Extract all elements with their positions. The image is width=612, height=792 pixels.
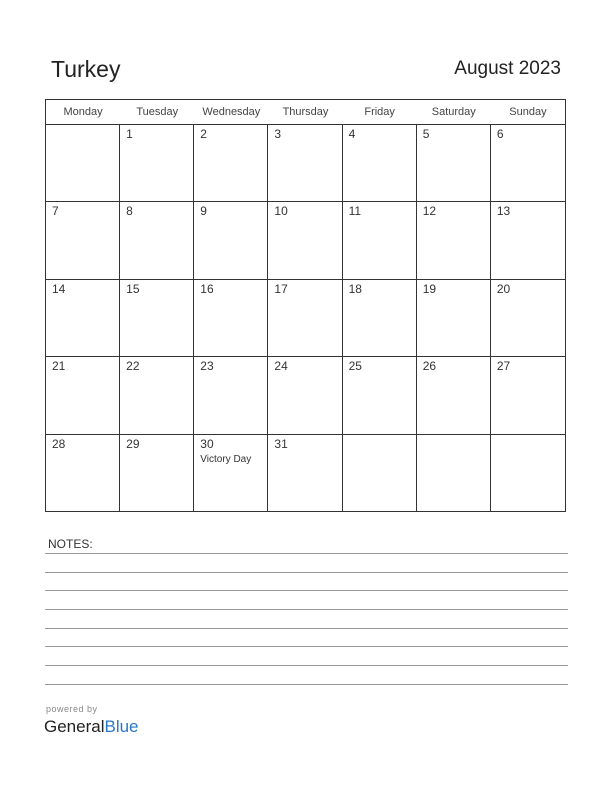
day-number: 24	[274, 359, 288, 374]
calendar-grid	[45, 99, 566, 512]
day-number: 23	[200, 359, 214, 374]
day-cell	[268, 202, 342, 278]
logo-general-text: General	[44, 717, 105, 736]
day-cell	[343, 125, 417, 201]
day-cell	[46, 280, 120, 356]
day-cell	[194, 357, 268, 433]
day-cell	[268, 125, 342, 201]
weekday-tuesday: Tuesday	[136, 106, 179, 118]
day-number: 1	[126, 127, 133, 141]
day-cell	[194, 125, 268, 201]
day-cell	[491, 435, 565, 512]
day-cell	[46, 435, 120, 512]
day-cell	[343, 280, 417, 356]
day-number: 27	[496, 359, 511, 374]
day-cell	[343, 357, 417, 433]
day-cell	[268, 280, 342, 356]
logo-blue-text: Blue	[104, 717, 139, 736]
day-number: 17	[274, 281, 288, 296]
day-cell	[491, 280, 565, 356]
day-cell	[120, 202, 194, 278]
note-line	[45, 665, 568, 666]
day-number: 22	[126, 359, 140, 374]
day-number: 15	[126, 281, 140, 296]
day-cell	[343, 435, 417, 512]
day-number: 28	[52, 436, 66, 451]
day-number: 16	[200, 281, 214, 296]
day-number: 25	[348, 359, 362, 374]
country-title: Turkey	[51, 56, 121, 82]
day-number: 26	[422, 359, 437, 374]
day-cell	[120, 280, 194, 356]
week-row-5	[46, 435, 565, 512]
day-number: 21	[52, 359, 66, 374]
day-number: 7	[52, 204, 59, 219]
day-cell	[194, 280, 268, 356]
weekday-sunday: Sunday	[509, 106, 547, 118]
day-number: 11	[348, 204, 362, 219]
day-number: 18	[348, 281, 362, 296]
powered-by-text: powered by	[46, 704, 98, 714]
day-cell	[120, 435, 194, 512]
day-cell	[417, 435, 491, 512]
day-number: 19	[422, 281, 437, 296]
day-cell	[194, 435, 268, 512]
day-number: 20	[496, 281, 511, 296]
day-cell	[417, 357, 491, 433]
note-line	[45, 590, 568, 591]
day-cell	[417, 202, 491, 278]
day-cell	[46, 202, 120, 278]
week-row-3	[46, 280, 565, 357]
day-number: 13	[496, 204, 511, 219]
weekday-friday: Friday	[364, 106, 395, 118]
notes-label: NOTES:	[48, 537, 93, 551]
note-line	[45, 572, 568, 573]
day-number: 4	[348, 127, 356, 141]
note-line	[45, 646, 568, 647]
day-cell	[268, 435, 342, 512]
day-number: 12	[422, 204, 437, 219]
day-cell	[268, 357, 342, 433]
day-number: 2	[200, 127, 207, 141]
day-number: 30	[200, 436, 214, 451]
day-number: 9	[200, 204, 207, 219]
weekday-saturday: Saturday	[431, 106, 476, 118]
weekday-header-row	[46, 100, 565, 125]
weekday-monday: Monday	[63, 106, 103, 118]
day-number: 29	[126, 436, 140, 451]
day-cell	[46, 357, 120, 433]
day-number: 10	[274, 204, 288, 219]
day-cell	[491, 357, 565, 433]
weekday-thursday: Thursday	[282, 106, 329, 118]
day-cell	[46, 125, 120, 201]
day-number: 5	[422, 127, 430, 141]
day-number: 6	[496, 127, 504, 141]
day-cell	[417, 125, 491, 201]
week-row-4	[46, 357, 565, 434]
day-number: 31	[274, 436, 288, 451]
day-cell	[417, 280, 491, 356]
note-line	[45, 609, 568, 610]
day-cell	[194, 202, 268, 278]
day-number: 14	[52, 281, 66, 296]
holiday-label: Victory Day	[200, 453, 252, 465]
note-line	[45, 628, 568, 629]
day-cell	[491, 202, 565, 278]
note-line	[45, 553, 568, 554]
day-number: 3	[274, 127, 282, 141]
note-line	[45, 684, 568, 685]
week-row-2	[46, 202, 565, 279]
month-year-title: August 2023	[454, 58, 561, 79]
day-number: 8	[126, 204, 133, 219]
day-cell	[491, 125, 565, 201]
day-cell	[120, 125, 194, 201]
day-cell	[120, 357, 194, 433]
day-cell	[343, 202, 417, 278]
week-row-1	[46, 125, 565, 202]
generalblue-logo[interactable]	[44, 716, 139, 738]
weekday-wednesday: Wednesday	[202, 106, 261, 118]
